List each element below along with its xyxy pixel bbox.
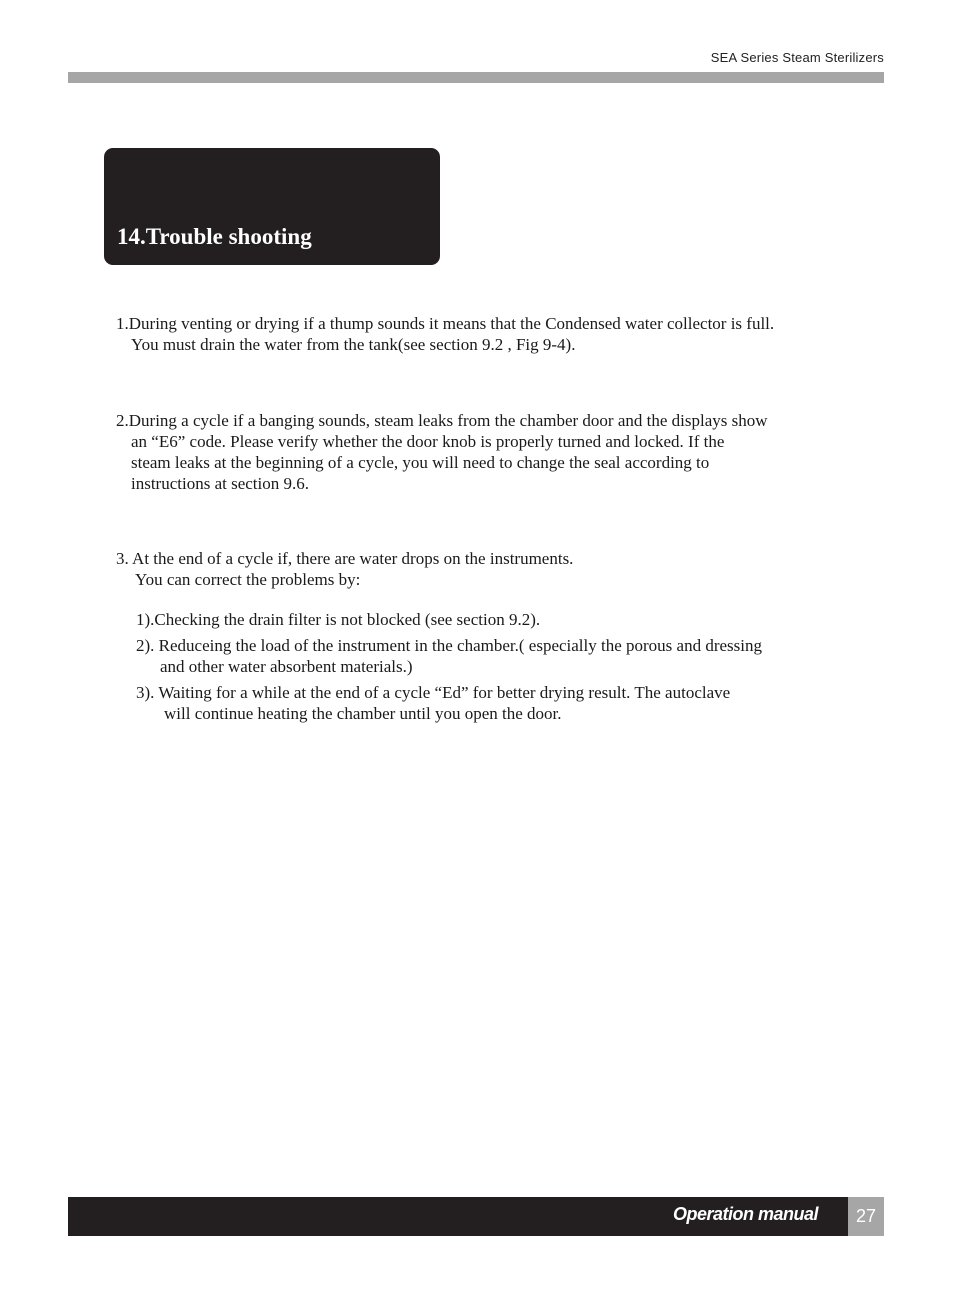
correction-3-line-1: 3). Waiting for a while at the end of a cycle “Ed” for better drying result. The autoclave [136,683,731,702]
page-number: 27 [855,1206,877,1226]
correction-3-line-2: will continue heating the chamber until you open the door. [164,704,562,723]
trouble-item-1 [116,313,876,355]
item-3-line-2: You can correct the problems by: [135,570,361,589]
section-title: 14.Trouble shooting [117,224,312,249]
correction-list [136,609,876,724]
correction-2-line-1: 2). Reduceing the load of the instrument in the chamber.( especially the porous and dressing [136,636,762,655]
page-number-box [848,1197,884,1236]
footer-label: Operation manual [672,1204,818,1224]
item-2-line-4: instructions at section 9.6. [131,474,310,493]
item-2-line-2: an “E6” code. Please verify whether the door knob is properly turned and locked. If the [131,432,725,451]
footer-bar [68,1197,848,1236]
trouble-item-3 [116,548,876,590]
trouble-item-2 [116,410,876,494]
item-1-line-1: 1.During venting or drying if a thump sounds it means that the Condensed water collector is full. [116,314,775,333]
item-2-line-1: 2.During a cycle if a banging sounds, steam leaks from the chamber door and the displays show [116,411,768,430]
header-title: SEA Series Steam Sterilizers [710,50,884,65]
header-bar [68,72,884,83]
item-2-line-3: steam leaks at the beginning of a cycle, you will need to change the seal according to [131,453,710,472]
correction-1-line-1: 1).Checking the drain filter is not blocked (see section 9.2). [136,610,541,629]
correction-2-line-2: and other water absorbent materials.) [160,657,413,676]
item-1-line-2: You must drain the water from the tank(see section 9.2 , Fig 9-4). [131,335,576,354]
section-heading-box [104,148,440,265]
item-3-line-1: 3. At the end of a cycle if, there are water drops on the instruments. [116,549,574,568]
